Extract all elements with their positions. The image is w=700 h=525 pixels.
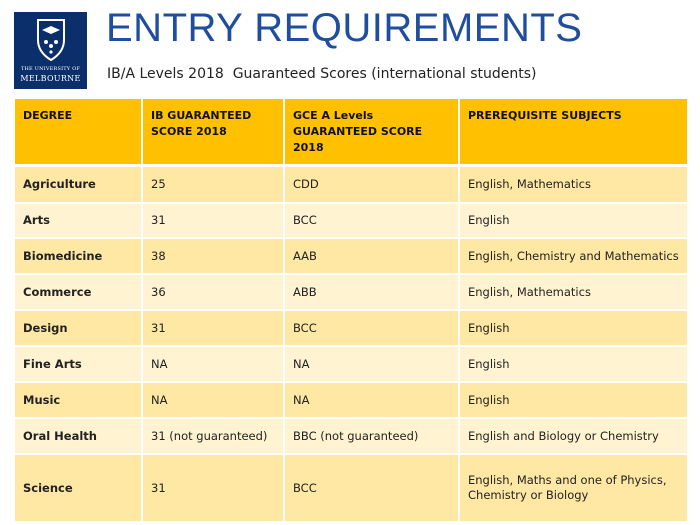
a-level-cell: BBC (not guaranteed) — [284, 418, 459, 454]
a-level-cell: BCC — [284, 310, 459, 346]
degree-cell: Biomedicine — [15, 238, 142, 274]
prereq-cell: English — [459, 310, 687, 346]
degree-cell: Agriculture — [15, 166, 142, 203]
a-level-cell: ABB — [284, 274, 459, 310]
table-row — [15, 382, 687, 418]
header-a-level-score: GCE A Levels GUARANTEED SCORE 2018 — [284, 99, 459, 166]
header-ib-score: IB GUARANTEED SCORE 2018 — [142, 99, 284, 166]
degree-cell: Fine Arts — [15, 346, 142, 382]
prereq-cell: English — [459, 346, 687, 382]
prereq-cell: English, Mathematics — [459, 274, 687, 310]
ib-score-cell: 31 (not guaranteed) — [142, 418, 284, 454]
table-row — [15, 166, 687, 203]
prereq-cell: English — [459, 382, 687, 418]
degree-cell: Music — [15, 382, 142, 418]
ib-score-cell: NA — [142, 346, 284, 382]
a-level-cell: NA — [284, 382, 459, 418]
a-level-cell: AAB — [284, 238, 459, 274]
ib-score-cell: NA — [142, 382, 284, 418]
header-row — [15, 99, 687, 166]
header-prerequisites: PREREQUISITE SUBJECTS — [459, 99, 687, 166]
ib-score-cell: 36 — [142, 274, 284, 310]
ib-score-cell: 31 — [142, 310, 284, 346]
table-row — [15, 203, 687, 239]
degree-cell: Arts — [15, 203, 142, 239]
degree-cell: Science — [15, 454, 142, 522]
degree-cell: Commerce — [15, 274, 142, 310]
logo-text-line1: THE UNIVERSITY OF — [20, 66, 81, 72]
page-subtitle: IB/A Levels 2018 Guaranteed Scores (international students) — [107, 66, 537, 82]
university-logo — [14, 12, 87, 89]
degree-cell: Oral Health — [15, 418, 142, 454]
table-row — [15, 310, 687, 346]
ib-score-cell: 31 — [142, 203, 284, 239]
header-degree: DEGREE — [15, 99, 142, 166]
degree-cell: Design — [15, 310, 142, 346]
crest-icon — [36, 18, 66, 62]
prereq-cell: English, Chemistry and Mathematics — [459, 238, 687, 274]
prereq-cell: English, Maths and one of Physics, Chemistry or Biology — [459, 454, 687, 522]
ib-score-cell: 31 — [142, 454, 284, 522]
table-row — [15, 346, 687, 382]
a-level-cell: BCC — [284, 454, 459, 522]
ib-score-cell: 38 — [142, 238, 284, 274]
a-level-cell: NA — [284, 346, 459, 382]
entry-requirements-table — [15, 99, 687, 523]
table-row — [15, 454, 687, 522]
a-level-cell: CDD — [284, 166, 459, 203]
prereq-cell: English and Biology or Chemistry — [459, 418, 687, 454]
logo-text-line2: MELBOURNE — [20, 74, 81, 83]
table-row — [15, 274, 687, 310]
table-row — [15, 238, 687, 274]
a-level-cell: BCC — [284, 203, 459, 239]
prereq-cell: English, Mathematics — [459, 166, 687, 203]
table-row — [15, 418, 687, 454]
prereq-cell: English — [459, 203, 687, 239]
ib-score-cell: 25 — [142, 166, 284, 203]
page-title: ENTRY REQUIREMENTS — [106, 6, 583, 50]
